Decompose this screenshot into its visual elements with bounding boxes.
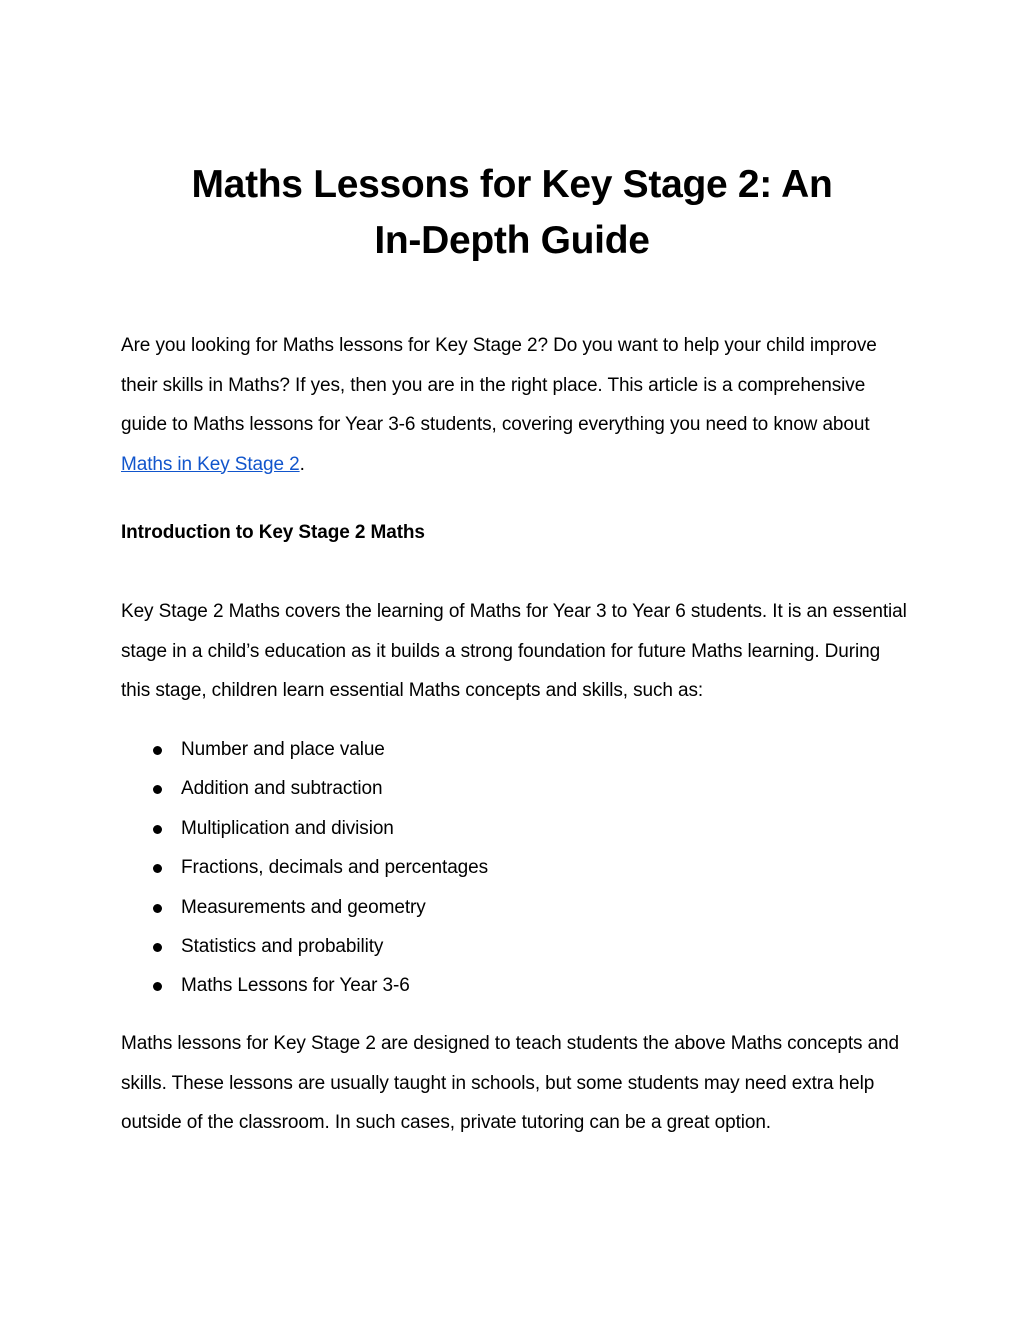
list-item [121, 966, 488, 1005]
list-item-text: Addition and subtraction [181, 778, 383, 800]
list-item [121, 769, 488, 808]
list-item [121, 888, 488, 927]
section-paragraph: Key Stage 2 Maths covers the learning of Maths for Year 3 to Year 6 students. It is an essential stage in a child’s education as it builds a strong foundation for future Maths learning. During this stage, children learn essential Maths concepts and skills, such as: [121, 601, 907, 701]
intro-text: Are you looking for Maths lessons for Key Stage 2? Do you want to help your child improve their skills in Maths? If yes, then you are in the right place. This article is a comprehensive guide to Maths lessons for Year 3-6 students, covering everything you need to know about [121, 335, 877, 435]
bullet-icon [153, 943, 162, 952]
intro-paragraph [121, 326, 911, 484]
bullet-icon [153, 746, 162, 755]
bullet-icon [153, 825, 162, 834]
title-line-1: Maths Lessons for Key Stage 2: An [191, 163, 833, 206]
list-item-text: Multiplication and division [181, 817, 394, 839]
list-item-text: Statistics and probability [181, 935, 384, 957]
concepts-list [121, 730, 488, 1006]
list-item [121, 927, 488, 966]
bullet-icon [153, 864, 162, 873]
document-title [120, 157, 904, 269]
title-line-2: In-Depth Guide [374, 219, 650, 262]
maths-in-key-stage-2-link[interactable]: Maths in Key Stage 2 [121, 453, 300, 475]
bullet-icon [153, 982, 162, 991]
list-item [121, 809, 488, 848]
list-item [121, 848, 488, 887]
closing-paragraph: Maths lessons for Key Stage 2 are designed to teach students the above Maths concepts and skills. These lessons are usually taught in schools, but some students may need extra help outside of the classroom. In such cases, private tutoring can be a great option. [121, 1033, 899, 1133]
list-item-text: Measurements and geometry [181, 896, 426, 918]
intro-text-end: . [299, 453, 305, 475]
list-item [121, 730, 488, 769]
list-item-text: Maths Lessons for Year 3-6 [181, 975, 410, 997]
bullet-icon [153, 904, 162, 913]
list-item-text: Number and place value [181, 739, 385, 760]
section-heading: Introduction to Key Stage 2 Maths [121, 522, 425, 543]
list-item-text: Fractions, decimals and percentages [181, 857, 488, 879]
bullet-icon [153, 785, 162, 794]
